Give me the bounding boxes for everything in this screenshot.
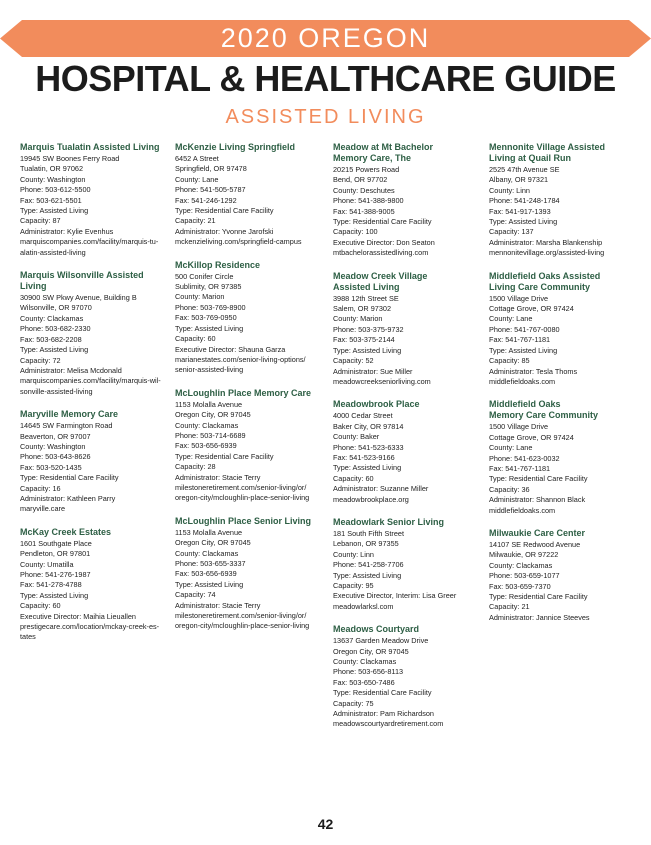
facility-detail-line: Lebanon, OR 97355 <box>333 539 399 549</box>
facility-name: McLoughlin Place Memory Care <box>175 387 312 398</box>
facility-detail-line: Administrator: Jannice Steeves <box>489 612 590 622</box>
facility-website-link[interactable]: marianestates.com/senior-living-options/ senior-assisted-living <box>175 354 306 375</box>
facility-detail-line: County: Lane <box>489 314 533 324</box>
facility-detail-line: Type: Residential Care Facility <box>333 688 432 698</box>
facility-detail-line: Fax: 541-278-4788 <box>20 580 82 590</box>
facility-detail-line: Cottage Grove, OR 97424 <box>489 304 574 314</box>
facility-detail-line: Phone: 541-258-7706 <box>333 560 404 570</box>
facility-detail-line: Administrator: Suzanne Miller <box>333 484 429 494</box>
facility-detail-line: 1500 Village Drive <box>489 422 549 432</box>
facility-detail-line: Type: Residential Care Facility <box>20 473 119 483</box>
facility-entry <box>333 517 483 612</box>
facility-entry <box>333 399 483 505</box>
facility-detail-line: Administrator: Kathleen Parry <box>20 493 116 503</box>
facility-detail-line: Phone: 503-375-9732 <box>333 324 404 334</box>
facility-detail-line: 1153 Molalla Avenue <box>175 527 243 537</box>
facility-detail-line: Oregon City, OR 97045 <box>333 646 409 656</box>
facility-website-link[interactable]: meadowlarksl.com <box>333 601 394 611</box>
facility-name: Marquis Wilsonville Assisted Living <box>20 270 144 292</box>
facility-detail-line: Springfield, OR 97478 <box>175 164 247 174</box>
facility-name: Milwaukie Care Center <box>489 527 586 538</box>
facility-detail-line: Fax: 503-656-6939 <box>175 569 237 579</box>
facility-entry <box>20 527 170 643</box>
facility-detail-line: 500 Conifer Circle <box>175 271 234 281</box>
facility-detail-line: 13637 Garden Meadow Drive <box>333 636 429 646</box>
facility-detail-line: Phone: 541-505-5787 <box>175 185 246 195</box>
facility-detail-line: Executive Director, Interim: Lisa Greer <box>333 591 457 601</box>
facility-detail-line: Administrator: Yvonne Jarofski <box>175 226 274 236</box>
facility-detail-line: Executive Director: Shauna Garza <box>175 344 286 354</box>
facility-detail-line: Fax: 503-682-2208 <box>20 334 82 344</box>
facility-detail-line: Phone: 503-659-1077 <box>489 571 560 581</box>
facility-website-link[interactable]: maryville.care <box>20 504 66 514</box>
facility-detail-line: Capacity: 28 <box>175 462 216 472</box>
facility-detail-line: Fax: 503-520-1435 <box>20 462 82 472</box>
facility-detail-line: Tualatin, OR 97062 <box>20 164 84 174</box>
facility-detail-line: Capacity: 72 <box>20 355 61 365</box>
facility-detail-line: Beaverton, OR 97007 <box>20 431 91 441</box>
facility-detail-line: Type: Residential Care Facility <box>333 217 432 227</box>
facility-detail-line: County: Baker <box>333 432 380 442</box>
facility-detail-line: Phone: 541-623-0032 <box>489 453 560 463</box>
facility-entry <box>175 388 325 504</box>
facility-name: Marquis Tualatin Assisted Living <box>20 142 160 152</box>
facility-detail-line: Phone: 503-643-8626 <box>20 452 91 462</box>
facility-website-link[interactable]: prestigecare.com/location/mckay-creek-es- tates <box>20 622 160 642</box>
facility-detail-line: Baker City, OR 97814 <box>333 421 404 431</box>
facility-website-link[interactable]: middlefieldoaks.com <box>489 505 556 515</box>
facility-detail-line: Phone: 503-769-8900 <box>175 302 246 312</box>
facility-detail-line: Oregon City, OR 97045 <box>175 538 251 548</box>
facility-detail-line: Capacity: 52 <box>333 356 374 366</box>
facility-detail-line: Administrator: Stacie Terry <box>175 600 261 610</box>
facility-entry <box>20 270 170 397</box>
facility-name: Middlefield Oaks Memory Care Community <box>489 399 599 421</box>
facility-entry <box>20 142 170 258</box>
listing-column-2 <box>175 142 325 644</box>
facility-detail-line: Phone: 541-248-1784 <box>489 196 560 206</box>
facility-name: Meadowbrook Place <box>333 399 420 410</box>
facility-detail-line: Capacity: 60 <box>333 473 374 483</box>
facility-detail-line: County: Clackamas <box>333 657 397 667</box>
banner-title: 2020 OREGON <box>220 23 431 53</box>
facility-detail-line: Phone: 503-682-2330 <box>20 324 91 334</box>
facility-entry <box>489 399 639 516</box>
facility-detail-line: County: Washington <box>20 174 86 184</box>
facility-entry <box>333 142 483 259</box>
facility-detail-line: Fax: 503-621-5501 <box>20 195 82 205</box>
facility-detail-line: County: Linn <box>489 185 530 195</box>
facility-website-link[interactable]: mennonitevillage.org/assisted-living <box>489 248 605 258</box>
facility-name: McLoughlin Place Senior Living <box>175 515 312 526</box>
facility-detail-line: Fax: 503-769-0950 <box>175 313 237 323</box>
facility-detail-line: Fax: 541-388-9005 <box>333 206 395 216</box>
facility-detail-line: Type: Assisted Living <box>489 217 558 227</box>
facility-entry <box>333 271 483 388</box>
facility-detail-line: Type: Assisted Living <box>175 579 244 589</box>
facility-detail-line: Capacity: 16 <box>20 483 61 493</box>
facility-detail-line: County: Washington <box>20 441 86 451</box>
facility-detail-line: Phone: 541-523-6333 <box>333 442 404 452</box>
facility-detail-line: County: Marion <box>175 292 225 302</box>
facility-detail-line: Type: Assisted Living <box>20 206 89 216</box>
facility-detail-line: 181 South Fifth Street <box>333 528 404 538</box>
facility-detail-line: County: Clackamas <box>175 548 239 558</box>
facility-detail-line: Capacity: 100 <box>333 227 378 237</box>
facility-detail-line: Sublimity, OR 97385 <box>175 282 242 292</box>
facility-detail-line: County: Clackamas <box>489 560 553 570</box>
facility-detail-line: Phone: 503-655-3337 <box>175 559 246 568</box>
facility-detail-line: Administrator: Sue Miller <box>333 366 413 376</box>
facility-detail-line: Fax: 503-375-2144 <box>333 335 395 345</box>
facility-name: Meadow at Mt Bachelor Memory Care, The <box>333 142 434 163</box>
facility-detail-line: Administrator: Shannon Black <box>489 495 586 505</box>
facility-detail-line: 20215 Powers Road <box>333 165 400 174</box>
facility-detail-line: County: Deschutes <box>333 185 395 195</box>
facility-entry <box>489 271 639 388</box>
facility-detail-line: Capacity: 21 <box>175 216 216 226</box>
facility-website-link[interactable]: marquiscompanies.com/facility/marquis-wil- sonville-assisted-living <box>20 376 161 396</box>
facility-entry <box>175 516 325 632</box>
facility-detail-line: 14107 SE Redwood Avenue <box>489 539 581 549</box>
facility-name: Middlefield Oaks Assisted Living Care Community <box>489 270 601 292</box>
facility-entry <box>175 142 325 248</box>
section-title: ASSISTED LIVING <box>225 106 426 128</box>
facility-detail-line: 1153 Molalla Avenue <box>175 399 243 409</box>
facility-detail-line: Phone: 503-612-5500 <box>20 185 91 195</box>
facility-detail-line: Administrator: Melisa Mcdonald <box>20 365 122 375</box>
facility-detail-line: Oregon City, OR 97045 <box>175 410 251 420</box>
facility-detail-line: County: Clackamas <box>20 313 84 323</box>
facility-entry <box>489 142 639 259</box>
facility-detail-line: County: Clackamas <box>175 420 239 430</box>
facility-detail-line: Albany, OR 97321 <box>489 175 549 185</box>
facility-name: Meadowlark Senior Living <box>333 516 445 527</box>
facility-detail-line: Capacity: 87 <box>20 216 61 226</box>
facility-detail-line: Fax: 541-767-1181 <box>489 463 551 473</box>
facility-detail-line: Phone: 541-276-1987 <box>20 570 91 579</box>
facility-entry <box>489 528 639 623</box>
listing-column-1 <box>20 142 170 655</box>
facility-detail-line: Administrator: Tesla Thoms <box>489 366 578 376</box>
page-title: HOSPITAL & HEALTHCARE GUIDE <box>35 58 616 99</box>
facility-detail-line: Type: Residential Care Facility <box>175 206 274 216</box>
facility-detail-line: Executive Director: Don Seaton <box>333 237 435 247</box>
facility-detail-line: Capacity: 36 <box>489 484 530 494</box>
facility-website-link[interactable]: milestoneretirement.com/senior-living/or/ oregon-city/mcloughlin-place-senior-living <box>175 482 310 503</box>
facility-detail-line: Type: Assisted Living <box>333 570 402 580</box>
facility-detail-line: Salem, OR 97302 <box>333 304 392 314</box>
facility-detail-line: Fax: 541-767-1181 <box>489 335 551 345</box>
facility-detail-line: Capacity: 60 <box>175 334 216 344</box>
facility-detail-line: Wilsonville, OR 97070 <box>20 303 92 313</box>
facility-detail-line: County: Lane <box>489 443 533 453</box>
facility-detail-line: Type: Residential Care Facility <box>489 474 588 484</box>
facility-entry <box>175 260 325 376</box>
facility-detail-line: 14645 SW Farmington Road <box>20 421 113 431</box>
facility-detail-line: Phone: 541-767-0080 <box>489 324 560 334</box>
facility-website-link[interactable]: meadowscourtyardretirement.com <box>333 719 444 729</box>
facility-website-link[interactable]: mtbachelorassistedliving.com <box>333 248 429 258</box>
facility-detail-line: 1601 Southgate Place <box>20 538 92 548</box>
facility-detail-line: 6452 A Street <box>175 154 219 163</box>
facility-detail-line: County: Umatilla <box>20 559 74 569</box>
facility-detail-line: County: Lane <box>175 174 219 184</box>
facility-detail-line: Fax: 503-656-6939 <box>175 441 237 451</box>
facility-detail-line: Administrator: Marsha Blankenship <box>489 237 603 247</box>
facility-detail-line: Type: Assisted Living <box>489 345 558 355</box>
facility-detail-line: County: Marion <box>333 314 383 324</box>
listing-column-4 <box>489 142 639 635</box>
facility-detail-line: Pendleton, OR 97801 <box>20 549 91 559</box>
facility-name: Maryville Memory Care <box>20 409 119 420</box>
facility-entry <box>333 624 483 730</box>
facility-detail-line: Fax: 541-917-1393 <box>489 206 551 216</box>
facility-detail-line: 1500 Village Drive <box>489 293 549 303</box>
facility-detail-line: Capacity: 60 <box>20 601 61 611</box>
facility-detail-line: Phone: 503-656-8113 <box>333 667 404 677</box>
facility-detail-line: 19945 SW Boones Ferry Road <box>20 154 120 163</box>
facility-detail-line: Type: Assisted Living <box>333 463 402 473</box>
facility-name: Meadow Creek Village Assisted Living <box>333 270 428 292</box>
facility-detail-line: Fax: 541-523-9166 <box>333 452 395 462</box>
facility-detail-line: Cottage Grove, OR 97424 <box>489 432 574 442</box>
facility-detail-line: Capacity: 75 <box>333 698 374 708</box>
facility-detail-line: Fax: 503-659-7370 <box>489 581 551 591</box>
facility-detail-line: Phone: 541-388-9800 <box>333 196 404 206</box>
facility-detail-line: County: Linn <box>333 549 374 559</box>
facility-detail-line: Capacity: 137 <box>489 227 534 237</box>
facility-detail-line: Capacity: 85 <box>489 356 530 366</box>
facility-detail-line: Executive Director: Maihia Lieuallen <box>20 611 136 621</box>
facility-detail-line: Fax: 503-650-7486 <box>333 677 395 687</box>
facility-website-link[interactable]: marquiscompanies.com/facility/marquis-tu- alatin-assisted-living <box>20 237 159 257</box>
facility-detail-line: Capacity: 21 <box>489 602 530 612</box>
facility-name: McKillop Residence <box>175 259 261 270</box>
facility-detail-line: Administrator: Kylie Evenhus <box>20 226 114 236</box>
facility-detail-line: Type: Assisted Living <box>20 590 89 600</box>
facility-detail-line: 4000 Cedar Street <box>333 411 393 421</box>
facility-website-link[interactable]: meadowcreekseniorliving.com <box>333 376 431 386</box>
facility-detail-line: Administrator: Stacie Terry <box>175 472 261 482</box>
facility-detail-line: Administrator: Pam Richardson <box>333 709 434 719</box>
facility-name: Meadows Courtyard <box>333 624 420 635</box>
facility-website-link[interactable]: meadowbrookplace.org <box>333 494 409 504</box>
facility-website-link[interactable]: milestoneretirement.com/senior-living/or/ oregon-city/mcloughlin-place-senior-living <box>175 611 310 631</box>
facility-detail-line: Type: Assisted Living <box>333 345 402 355</box>
facility-name: Mennonite Village Assisted Living at Quail Run <box>489 142 606 163</box>
facility-name: McKay Creek Estates <box>20 526 112 537</box>
facility-detail-line: 2525 47th Avenue SE <box>489 165 560 174</box>
facility-detail-line: 3988 12th Street SE <box>333 293 399 303</box>
facility-detail-line: Type: Assisted Living <box>175 323 244 333</box>
facility-detail-line: Capacity: 74 <box>175 590 216 600</box>
page-number: 42 <box>317 816 334 832</box>
facility-detail-line: Type: Residential Care Facility <box>175 451 274 461</box>
facility-website-link[interactable]: mckenzieliving.com/springfield-campus <box>175 237 302 247</box>
listing-column-3 <box>333 142 483 742</box>
facility-detail-line: Type: Residential Care Facility <box>489 592 588 601</box>
facility-name: McKenzie Living Springfield <box>175 142 296 152</box>
facility-detail-line: Capacity: 95 <box>333 581 374 590</box>
facility-detail-line: Fax: 541-246-1292 <box>175 195 237 205</box>
facility-entry <box>20 409 170 515</box>
facility-detail-line: Bend, OR 97702 <box>333 175 388 185</box>
facility-detail-line: Milwaukie, OR 97222 <box>489 550 559 560</box>
facility-website-link[interactable]: middlefieldoaks.com <box>489 376 556 386</box>
facility-detail-line: 30900 SW Pkwy Avenue, Building B <box>20 293 137 303</box>
facility-detail-line: Phone: 503-714-6689 <box>175 430 246 440</box>
facility-detail-line: Type: Assisted Living <box>20 345 89 355</box>
